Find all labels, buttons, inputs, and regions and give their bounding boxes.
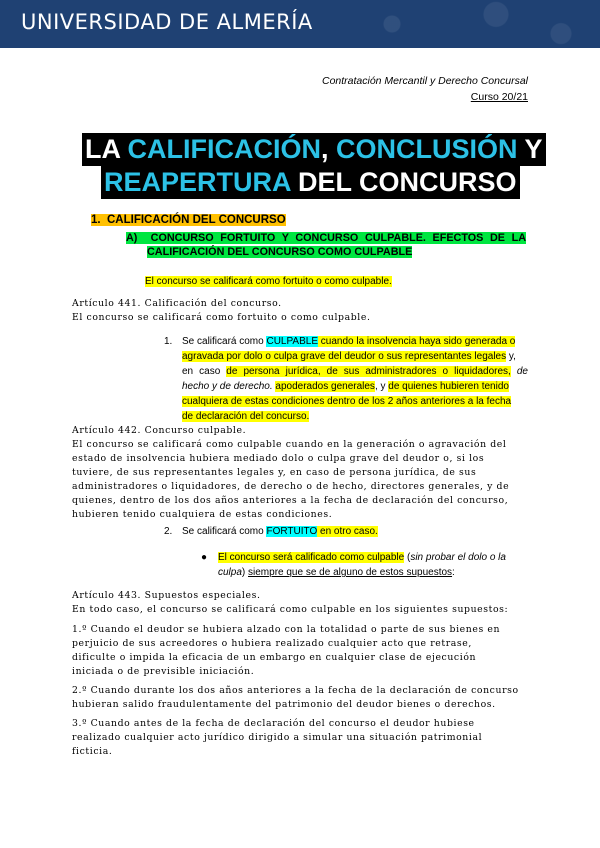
article-443 (72, 589, 508, 617)
subsection-heading: A) CONCURSO FORTUITO Y CONCURSO CULPABLE. EFECTOS DE LA CALIFICACIÓN DEL CONCURSO COMO CULPABLE (126, 232, 526, 258)
article-443-paragraph-3: 3.º Cuando antes de la fecha de declaración del concurso el deudor hubiese realizado cualquier acto jurídico dirigido a simular una situación patrimonial ficticia. (72, 718, 483, 757)
item-2-number: 2. (164, 526, 173, 537)
course-info (322, 73, 528, 105)
item-1-number: 1. (164, 336, 173, 347)
article-443-heading: Artículo 443. Supuestos especiales. (72, 590, 261, 601)
article-442-line: quienes, dentro de los dos años anteriores a la fecha de declaración del concurso, (72, 495, 509, 506)
article-442-line: hubieren tenido cualquiera de estas condiciones. (72, 509, 333, 520)
bullet-text: El concurso será calificado como culpable (sin probar el dolo o la culpa) siempre que se de alguno de estos supuestos: (218, 552, 506, 578)
article-442-line: administradores o liquidadores, de derecho o de hecho, directores generales, y de (72, 481, 510, 492)
section-heading: 1. CALIFICACIÓN DEL CONCURSO (91, 214, 286, 226)
header-pattern (340, 0, 600, 48)
item-2-fortuito: Se calificará como FORTUITO en otro caso. (182, 526, 378, 537)
article-442-line: El concurso se calificará como culpable cuando en la generación o agravación del (72, 439, 507, 450)
title-line-2: REAPERTURA DEL CONCURSO (101, 166, 520, 199)
course-subject: Contratación Mercantil y Derecho Concursal (321, 75, 528, 87)
document-title (82, 133, 546, 199)
article-441-text: El concurso se calificará como fortuito o como culpable. (72, 312, 371, 323)
course-year: Curso 20/21 (470, 91, 528, 103)
article-442-line: tuviere, de sus representantes legales y, en caso de persona jurídica, de sus (72, 467, 477, 478)
item-1-culpable: Se calificará como CULPABLE cuando la insolvencia haya sido generada o agravada por dolo o culpa grave del deudor o sus representantes legales y, en caso de persona jurídica, de sus administradores o liquidadores, de hecho y de derecho. apoderados generales, y de quienes hubieren tenido cualquiera de estas condiciones dentro de los 2 años anteriores a la fecha de declaración del concurso. (182, 336, 528, 422)
intro-highlight: El concurso se calificará como fortuito o como culpable. (145, 276, 392, 287)
bullet-icon: ● (201, 552, 208, 563)
title-line-1: LA CALIFICACIÓN, CONCLUSIÓN Y (82, 133, 546, 166)
article-443-paragraph-1: 1.º Cuando el deudor se hubiera alzado con la totalidad o parte de sus bienes en perjuicio de sus acreedores o hubiera realizado cualquier acto que retrase, dificulte o impida la eficacia de un embargo en cualquier clase de ejecución iniciada o de previsible iniciación. (72, 624, 501, 677)
university-logo: UNIVERSIDAD DE ALMERÍA (21, 10, 313, 34)
article-443-intro: En todo caso, el concurso se calificará como culpable en los siguientes supuestos: (72, 604, 509, 615)
article-442-heading: Artículo 442. Concurso culpable. (72, 425, 247, 436)
article-441-heading: Artículo 441. Calificación del concurso. (72, 298, 282, 309)
university-header (0, 0, 600, 48)
article-443-paragraph-2: 2.º Cuando durante los dos años anteriores a la fecha de la declaración de concurso hubieran salido fraudulentamente del patrimonio del deudor bienes o derechos. (72, 685, 519, 710)
article-442-line: estado de insolvencia hubiera mediado dolo o culpa grave del deudor o, si los (72, 453, 485, 464)
article-442 (72, 424, 509, 522)
article-441 (72, 297, 371, 325)
